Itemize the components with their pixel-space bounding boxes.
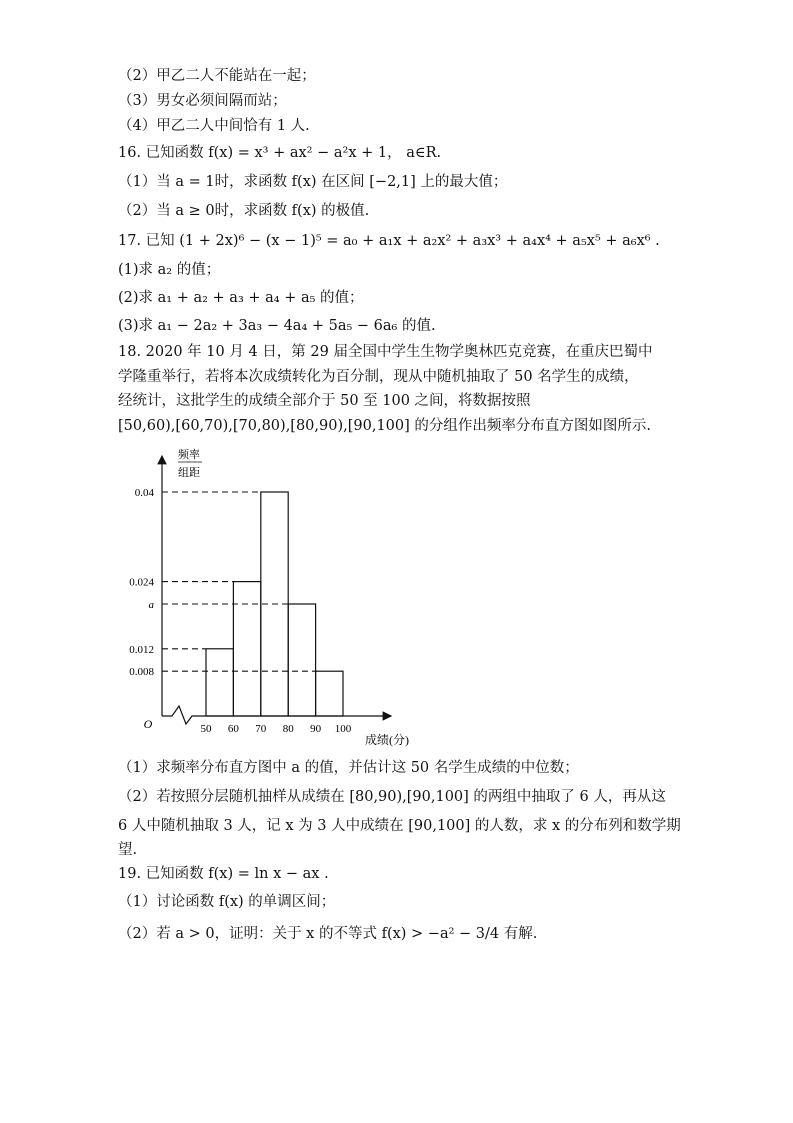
text-line: （1）求频率分布直方图中 a 的值，并估计这 50 名学生成绩的中位数； xyxy=(118,760,579,776)
text-line: 学隆重举行，若将本次成绩转化为百分制，现从中随机抽取了 50 名学生的成绩， xyxy=(118,369,639,385)
text-line: (1)求 a₂ 的值； xyxy=(118,262,221,278)
text-line: 望. xyxy=(118,842,138,858)
histogram-bar xyxy=(316,671,343,716)
text-line: （2）当 a ≥ 0时，求函数 f(x) 的极值. xyxy=(118,203,370,219)
text-line: [50,60),[60,70),[70,80),[80,90),[90,100] 的分组作出频率分布直方图如图所示. xyxy=(118,418,652,434)
text-line: （1）讨论函数 f(x) 的单调区间； xyxy=(118,894,336,910)
text-line: （2）若 a > 0，证明：关于 x 的不等式 f(x) > −a² − 3/4 有解. xyxy=(118,926,538,942)
question-17: 17. 已知 (1 + 2x)⁶ − (x − 1)⁵ = a₀ + a₁x + a₂x² + a₃x³ + a₄x⁴ + a₅x⁵ + a₆x⁶ . xyxy=(118,233,660,249)
text-line: (2)求 a₁ + a₂ + a₃ + a₄ + a₅ 的值； xyxy=(118,290,364,306)
y-tick-label: a xyxy=(148,599,154,611)
question-18: 18. 2020 年 10 月 4 日，第 29 届全国中学生生物学奥林匹克竞赛，在重庆巴蜀中 xyxy=(118,344,653,360)
y-tick-label: 0.024 xyxy=(129,576,154,589)
y-tick-label: 0.04 xyxy=(134,487,154,499)
x-tick-label: 70 xyxy=(255,723,267,735)
x-tick-label: 60 xyxy=(227,723,239,735)
text-line: （4）甲乙二人中间恰有 1 人. xyxy=(118,118,310,134)
y-axis-label-bottom: 组距 xyxy=(178,467,200,479)
histogram xyxy=(118,448,418,748)
text-line: （1）当 a = 1时，求函数 f(x) 在区间 [−2,1] 上的最大值； xyxy=(118,174,508,190)
question-19: 19. 已知函数 f(x) = ln x − ax . xyxy=(118,866,329,882)
y-tick-label: 0.012 xyxy=(129,643,154,656)
question-16: 16. 已知函数 f(x) = x³ + ax² − a²x + 1， a∈R. xyxy=(118,145,442,161)
text-line: (3)求 a₁ − 2a₂ + 3a₃ − 4a₄ + 5a₅ − 6a₆ 的值. xyxy=(118,318,436,334)
text-line: 6 人中随机抽取 3 人，记 x 为 3 人中成绩在 [90,100] 的人数，求 x 的分布列和数学期 xyxy=(118,818,681,834)
histogram-bar xyxy=(206,649,233,716)
x-tick-label: 80 xyxy=(282,723,294,735)
histogram-bar xyxy=(233,582,260,716)
x-tick-label: 50 xyxy=(200,723,212,735)
x-tick-label: 100 xyxy=(334,723,352,735)
y-tick-label: 0.008 xyxy=(129,666,154,679)
x-axis-label: 成绩(分) xyxy=(365,733,409,747)
y-axis-label-top: 频率 xyxy=(178,449,200,461)
histogram-bar xyxy=(288,604,315,716)
text-line: （2）若按照分层随机抽样从成绩在 [80,90),[90,100] 的两组中抽取了 6 人，再从这 xyxy=(118,789,666,805)
text-line: 经统计，这批学生的成绩全部介于 50 至 100 之间，将数据按照 xyxy=(118,393,531,409)
origin-label: O xyxy=(143,717,153,731)
x-tick-label: 90 xyxy=(310,723,322,735)
x-axis xyxy=(162,706,391,724)
text-line: （3）男女必须间隔而站； xyxy=(118,93,287,109)
text-line: （2）甲乙二人不能站在一起； xyxy=(118,68,316,84)
